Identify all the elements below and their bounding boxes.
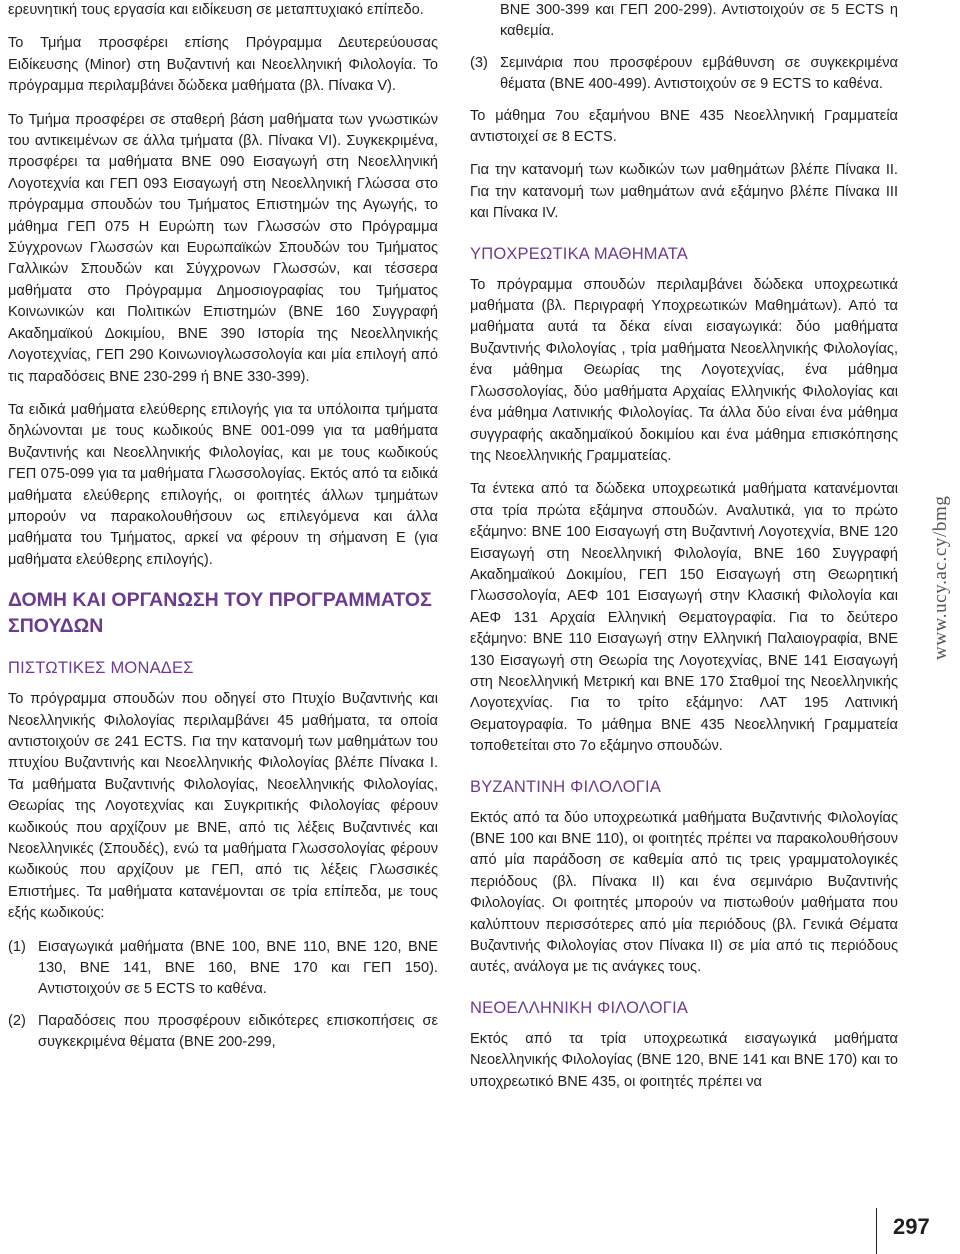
list-text: ΒΝΕ 300-399 και ΓΕΠ 200-299). Αντιστοιχούν σε 5 ECTS η καθεμία. [500, 2, 898, 40]
list-item [8, 937, 438, 1001]
paragraph: ερευνητική τους εργασία και ειδίκευση σε μεταπτυχιακό επίπεδο. [8, 2, 424, 18]
paragraph: Το μάθημα 7ου εξαμήνου ΒΝΕ 435 Νεοελληνική Γραμματεία αντιστοιχεί σε 8 ECTS. [470, 107, 898, 146]
list-number: (1) [8, 938, 26, 955]
paragraph: Τα ειδικά μαθήματα ελεύθερης επιλογής για τα υπόλοιπα τμήματα δηλώνονται με τους κωδικούς ΒΝΕ 001-099 για τα μαθήματα Βυζαντινής και Νεοελληνικής Φιλολογίας, και με τους κωδικούς ΓΕΠ 075-099 για τα μαθήματα Γλωσσολογίας. Εκτός από τα ειδικά μαθήματα ελεύθερης επιλογής, οι φοιτητές άλλων τμημάτων μπορούν να παρακολουθήσουν ως επιλεγόμενα και άλλα μαθήματα του Τμήματος, αρκεί να φέρουν τη σήμανση Ε (για μαθήματα ελεύθερης επιλογής). [8, 401, 438, 568]
page-number: 297 [893, 1214, 930, 1239]
paragraph: Τα έντεκα από τα δώδεκα υποχρεωτικά μαθήματα κατανέμονται στα τρία πρώτα εξάμηνα σπουδών. Αναλυτικά, για το πρώτο εξάμηνο: ΒΝΕ 100 Εισαγωγή στη Βυζαντινή Λογοτεχνία, ΒΝΕ 120 Εισαγωγή στη Νεοελληνική Φιλολογία, ΒΝΕ 160 Συγγραφή Ακαδημαϊκού Δοκιμίου, ΓΕΠ 150 Εισαγωγή στη Θεωρητική Γλωσσολογία, ΑΕΦ 101 Εισαγωγή στην Κλασική Φιλολογία και ΑΕΦ 131 Αρχαία Ελληνική Θεματογραφία. Για το δεύτερο εξάμηνο: ΒΝΕ 110 Εισαγωγή στην Ελληνική Παλαιογραφία, ΒΝΕ 130 Εισαγωγή στη Θεωρία της Λογοτεχνίας, ΒΝΕ 141 Εισαγωγή στη Νεοελληνική Μετρική και ΒΝΕ 170 Σταθμοί της Νεοελληνικής Λογοτεχνίας. Για το τρίτο εξάμηνο: ΛΑΤ 195 Λατινική Θεματογραφία. Το μάθημα ΒΝΕ 435 Νεοελληνική Γραμματεία τοποθετείται στο 7ο εξάμηνο σπουδών. [470, 481, 898, 755]
subheading-modern-greek-philology: ΝΕΟΕΛΛΗΝΙΚΗ ΦΙΛΟΛΟΓΙΑ [470, 998, 689, 1017]
list-text: Σεμινάρια που προσφέρουν εμβάθυνση σε συγκεκριμένα θέματα (ΒΝΕ 400-499). Αντιστοιχούν σε 9 ECTS το καθένα. [500, 54, 898, 93]
paragraph: Για την κατανομή των κωδικών των μαθημάτων βλέπε Πίνακα II. Για την κατανομή των μαθημάτων ανά εξάμηνο βλέπε Πίνακα III και Πίνακα IV. [470, 162, 898, 222]
paragraph: Το Τμήμα προσφέρει σε σταθερή βάση μαθήματα των γνωστικών του αντικειμένων σε άλλα τμήματα (βλ. Πίνακα VI). Συγκεκριμένα, προσφέρει τα μαθήματα ΒΝΕ 090 Εισαγωγή στη Νεοελληνική Λογοτεχνία και ΓΕΠ 093 Εισαγωγή στη Νεοελληνική Γλώσσα στο πρόγραμμα σπουδών του Τμήματος Επιστημών της Αγωγής, το μάθημα ΓΕΠ 075 Η Ευρώπη των Γλωσσών στο Πρόγραμμα Σύγχρονων Γλωσσών και Ευρωπαϊκών Σπουδών του Τμήματος Γαλλικών Σπουδών και Σύγχρονων Γλωσσών, και τέσσερα μαθήματα στο Πρόγραμμα Δημοσιογραφίας του Τμήματος Κοινωνικών και Πολιτικών Επιστημών (ΒΝΕ 160 Συγγραφή Ακαδημαϊκού Δοκιμίου, ΒΝΕ 390 Ιστορία της Νεοελληνικής Λογοτεχνίας, ΓΕΠ 290 Κοινωνιογλωσσολογία και μία επιλογή από τις παραδόσεις ΒΝΕ 230-299 ή ΒΝΕ 330-399). [8, 111, 438, 385]
subheading-byzantine-philology: ΒΥΖΑΝΤΙΝΗ ΦΙΛΟΛΟΓΙΑ [470, 777, 662, 796]
paragraph: Εκτός από τα τρία υποχρεωτικά εισαγωγικά μαθήματα Νεοελληνικής Φιλολογίας (ΒΝΕ 120, ΒΝΕ 141 και ΒΝΕ 170) και το υποχρεωτικό ΒΝΕ 435, οι φοιτητές πρέπει να [470, 1030, 898, 1090]
paragraph: Το πρόγραμμα σπουδών περιλαμβάνει δώδεκα υποχρεωτικά μαθήματα (βλ. Περιγραφή Υποχρεωτικών Μαθημάτων). Από τα μαθήματα αυτά τα δέκα είναι εισαγωγικά: δύο μαθήματα Βυζαντινής Φιλολογίας , τρία μαθήματα Νεοελληνικής Φιλολογίας, ένα μάθημα Θεωρίας της Λογοτεχνίας, ένα μάθημα Γλωσσολογίας, δύο μαθήματα Αρχαίας Ελληνικής Φιλολογίας και ένα μάθημα Λατινικής Φιλολογίας. Τα άλλα δύο είναι ένα μάθημα συγγραφής ακαδημαϊκού δοκιμίου και ένα μάθημα επισκόπησης της Νεοελληνικής Γραμματείας. [470, 276, 898, 464]
side-url-text: www.ucy.ac.cy/bmg [930, 495, 951, 660]
page-number-rule [876, 1208, 877, 1254]
paragraph: Εκτός από τα δύο υποχρεωτικά μαθήματα Βυζαντινής Φιλολογίας (ΒΝΕ 100 και ΒΝΕ 110), οι φοιτητές πρέπει να παρακολουθήσουν από μία παράδοση σε καθεμία από τις τρεις γραμματολογικές περιόδους (βλ. Πίνακα II) και ένα σεμινάριο Βυζαντινής Φιλολογίας. Οι φοιτητές μπορούν να πιστωθούν μαθήματα που καλύπτουν περισσότερες από μία περιόδους (βλ. Γενικά Θέματα Βυζαντινής Φιλολογίας στον Πίνακα II) σε μία από τις περιόδους αυτές, ανάλογα με τις ανάγκες τους. [470, 809, 898, 976]
right-column [470, 0, 898, 1105]
list-text: Παραδόσεις που προσφέρουν ειδικότερες επισκοπήσεις σε συγκεκριμένα θέματα (ΒΝΕ 200-299, [38, 1012, 438, 1051]
subheading-credits: ΠΙΣΤΩΤΙΚΕΣ ΜΟΝΑΔΕΣ [8, 659, 194, 678]
list-text: Εισαγωγικά μαθήματα (ΒΝΕ 100, ΒΝΕ 110, ΒΝΕ 120, ΒΝΕ 130, ΒΝΕ 141, ΒΝΕ 160, ΒΝΕ 170 και ΓΕΠ 150). Αντιστοιχούν σε 5 ECTS το καθένα. [38, 938, 438, 998]
left-column [8, 0, 438, 1064]
section-heading-structure: ΔΟΜΗ ΚΑΙ ΟΡΓΑΝΩΣΗ ΤΟΥ ΠΡΟΓΡΑΜΜΑΤΟΣ ΣΠΟΥΔΩΝ [8, 589, 432, 638]
list-item [470, 53, 898, 96]
paragraph: Το Τμήμα προσφέρει επίσης Πρόγραμμα Δευτερεύουσας Ειδίκευσης (Minor) στη Βυζαντινή και Νεοελληνική Φιλολογία. Το πρόγραμμα περιλαμβάνει δώδεκα μαθήματα (βλ. Πίνακα V). [8, 35, 438, 95]
list-number: (2) [8, 1012, 26, 1029]
list-item [8, 1011, 438, 1054]
list-number: (3) [470, 54, 488, 71]
subheading-required-courses: ΥΠΟΧΡΕΩΤΙΚΑ ΜΑΘΗΜΑΤΑ [470, 244, 688, 263]
paragraph: Το πρόγραμμα σπουδών που οδηγεί στο Πτυχίο Βυζαντινής και Νεοελληνικής Φιλολογίας περιλαμβάνει 45 μαθήματα, τα οποία αντιστοιχούν σε 241 ECTS. Για την κατανομή των μαθημάτων του πτυχίου Βυζαντινής και Νεοελληνικής Φιλολογίας βλέπε Πίνακα I. Τα μαθήματα Βυζαντινής Φιλολογίας, Νεοελληνικής Φιλολογίας, Θεωρίας της Λογοτεχνίας και Συγκριτικής Φιλολογίας φέρουν κωδικούς που αρχίζουν με ΒΝΕ, από τις λέξεις Βυζαντινές και Νεοελληνικές (Σπουδές), ενώ τα μαθήματα Γλωσσολογίας φέρουν κωδικούς που αρχίζουν με ΓΕΠ, από τις λέξεις Γλωσσικές Επιστήμες. Τα μαθήματα κατανέμονται σε τρία επίπεδα, με τους εξής κωδικούς: [8, 691, 438, 922]
list-item-continued [470, 0, 898, 43]
